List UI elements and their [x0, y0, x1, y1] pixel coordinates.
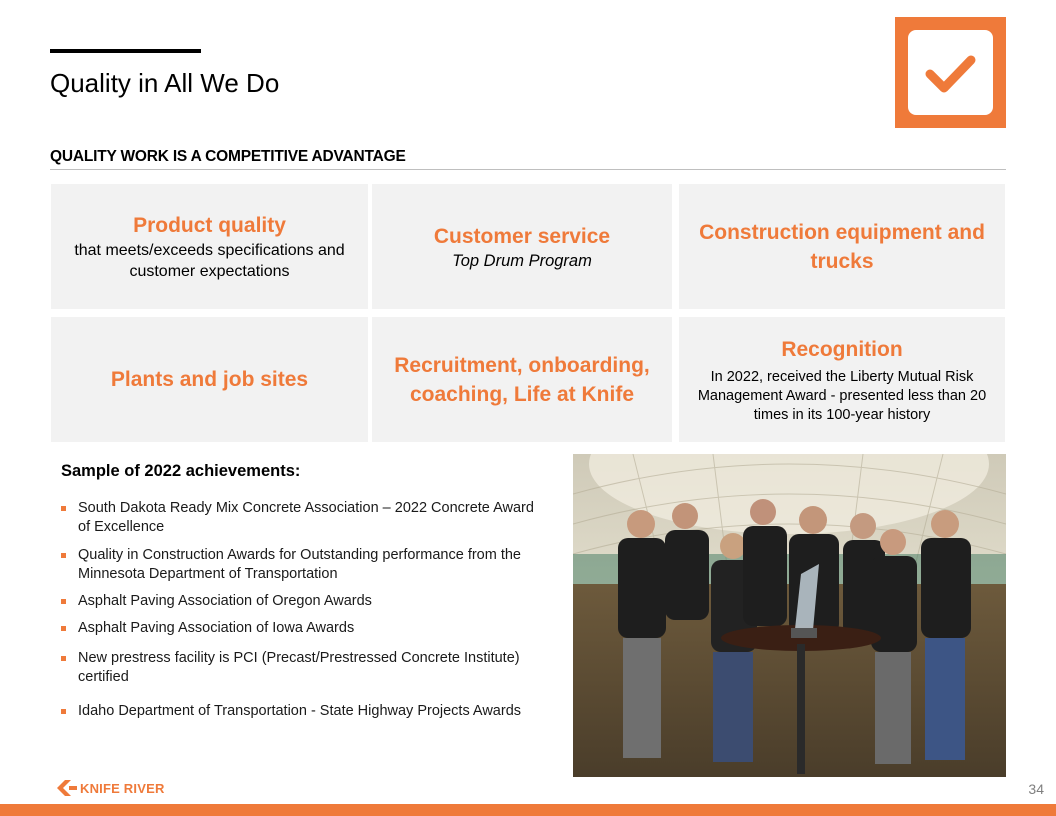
- cell-body: Top Drum Program: [452, 251, 592, 270]
- checkmark-icon: [908, 30, 993, 115]
- cell-recognition: [679, 317, 1005, 442]
- cell-heading: Customer service: [433, 224, 611, 248]
- achievements-title: Sample of 2022 achievements:: [61, 462, 301, 480]
- bullet-icon: [61, 656, 66, 661]
- cell-heading: Construction equipment and trucks: [699, 220, 985, 273]
- knife-river-logo-icon: [57, 780, 77, 796]
- cell-construction-equipment: [679, 184, 1005, 309]
- bullet-icon: [61, 709, 66, 714]
- cell-body: In 2022, received the Liberty Mutual Risk Management Award - presented less than 20 times in its 100-year history: [697, 368, 987, 423]
- achievements-list: [60, 499, 544, 721]
- bullet-icon: [61, 599, 66, 604]
- list-item: Asphalt Paving Association of Iowa Awards: [60, 619, 544, 638]
- knife-river-logo: [57, 779, 165, 797]
- list-item: Quality in Construction Awards for Outstanding performance from the Minnesota Department of Transportation: [60, 546, 544, 584]
- cell-plants-job-sites: [51, 317, 368, 442]
- list-item: South Dakota Ready Mix Concrete Association – 2022 Concrete Award of Excellence: [60, 499, 544, 537]
- page-number: 34: [1028, 781, 1044, 797]
- cell-heading: Recognition: [781, 337, 903, 361]
- checkmark-badge: [895, 17, 1006, 128]
- list-item: New prestress facility is PCI (Precast/Prestressed Concrete Institute) certified: [60, 649, 544, 687]
- bullet-icon: [61, 506, 66, 511]
- section-subtitle: QUALITY WORK IS A COMPETITIVE ADVANTAGE: [50, 148, 406, 165]
- bullet-icon: [61, 626, 66, 631]
- cell-recruitment: [372, 317, 672, 442]
- list-item: Asphalt Paving Association of Oregon Awards: [60, 592, 544, 611]
- list-item: Idaho Department of Transportation - State Highway Projects Awards: [60, 702, 544, 721]
- cell-heading: Plants and job sites: [110, 368, 309, 391]
- cell-body: that meets/exceeds specifications and customer expectations: [74, 242, 345, 280]
- page-title: Quality in All We Do: [50, 68, 280, 98]
- subtitle-divider: [50, 169, 1006, 170]
- footer-accent-bar: [0, 804, 1056, 816]
- bullet-icon: [61, 553, 66, 558]
- cell-heading: Product quality: [133, 214, 286, 237]
- title-accent-rule: [50, 49, 201, 53]
- logo-text: KNIFE RIVER: [80, 780, 165, 796]
- cell-heading: Recruitment, onboarding, coaching, Life at Knife: [394, 353, 650, 406]
- team-photo: [573, 454, 1006, 777]
- cell-customer-service: [372, 184, 672, 309]
- cell-product-quality: [51, 184, 368, 309]
